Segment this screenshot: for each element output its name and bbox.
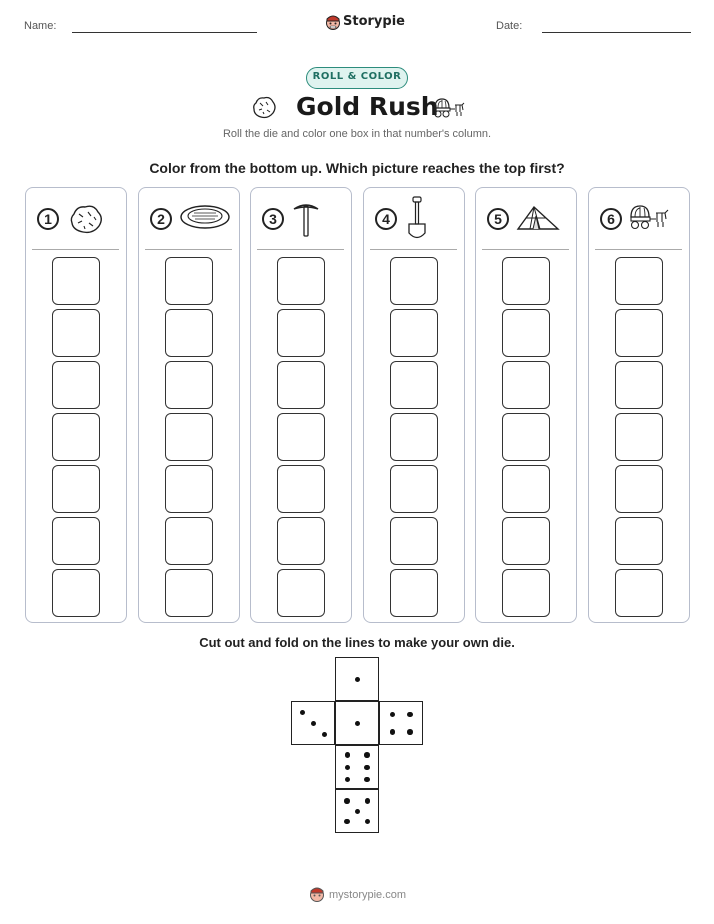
worksheet-title: Gold Rush: [296, 92, 439, 121]
column-number: 3: [262, 208, 284, 230]
die-pip: [365, 819, 371, 825]
die-pip: [407, 729, 413, 735]
die-pip: [364, 752, 370, 758]
die-face-1: [335, 701, 379, 745]
color-box[interactable]: [502, 309, 550, 357]
die-pip: [311, 721, 317, 727]
color-box[interactable]: [502, 413, 550, 461]
color-box[interactable]: [165, 257, 213, 305]
color-box[interactable]: [277, 569, 325, 617]
column-number: 4: [375, 208, 397, 230]
die-pip: [345, 777, 351, 783]
die-pip: [364, 765, 370, 771]
date-label: Date:: [496, 20, 523, 32]
color-box[interactable]: [390, 465, 438, 513]
color-box[interactable]: [615, 257, 663, 305]
die-pip: [322, 732, 328, 738]
color-box[interactable]: [390, 569, 438, 617]
color-box[interactable]: [277, 257, 325, 305]
color-box[interactable]: [615, 465, 663, 513]
die-pip: [344, 798, 350, 804]
die-face-4: [379, 701, 423, 745]
storypie-logo-icon: [325, 13, 341, 31]
color-box[interactable]: [502, 361, 550, 409]
die-pip: [390, 712, 396, 718]
die-face-1: [335, 657, 379, 701]
color-box[interactable]: [390, 517, 438, 565]
die-pip: [390, 729, 396, 735]
subtitle: Roll the die and color one box in that number's column.: [222, 128, 492, 140]
roll-column-3: [250, 187, 352, 623]
color-box[interactable]: [165, 569, 213, 617]
die-face-6: [335, 745, 379, 789]
die-pip: [344, 819, 350, 825]
column-number: 6: [600, 208, 622, 230]
color-box[interactable]: [390, 413, 438, 461]
footer-url[interactable]: mystorypie.com: [329, 889, 407, 901]
color-box[interactable]: [615, 569, 663, 617]
column-number: 1: [37, 208, 59, 230]
color-box[interactable]: [390, 309, 438, 357]
color-box[interactable]: [165, 465, 213, 513]
column-divider: [482, 249, 569, 250]
die-pip: [407, 712, 413, 718]
gold-nugget-icon: [250, 93, 278, 121]
pickaxe-icon: [291, 200, 321, 243]
color-box[interactable]: [52, 413, 100, 461]
color-box[interactable]: [502, 517, 550, 565]
color-box[interactable]: [615, 309, 663, 357]
roll-column-1: [25, 187, 127, 623]
covered-wagon-icon: [629, 202, 669, 235]
column-divider: [32, 249, 119, 250]
name-line[interactable]: [72, 32, 257, 33]
shovel-icon: [404, 196, 430, 247]
die-pip: [355, 721, 361, 727]
die-pip: [355, 809, 361, 815]
tent-icon: [516, 202, 560, 237]
name-label: Name:: [24, 20, 57, 32]
storypie-footer-logo-icon: [309, 885, 325, 903]
color-box[interactable]: [277, 465, 325, 513]
color-box[interactable]: [52, 569, 100, 617]
gold-nugget-icon: [66, 202, 106, 241]
color-box[interactable]: [165, 413, 213, 461]
brand-name: Storypie: [343, 14, 405, 29]
date-line[interactable]: [542, 32, 691, 33]
color-box[interactable]: [390, 257, 438, 305]
roll-column-6: [588, 187, 690, 623]
roll-column-5: [475, 187, 577, 623]
color-box[interactable]: [52, 465, 100, 513]
coloring-instruction: Color from the bottom up. Which picture reaches the top first?: [149, 160, 565, 176]
die-face-3: [291, 701, 335, 745]
color-box[interactable]: [165, 517, 213, 565]
die-pip: [345, 765, 351, 771]
column-divider: [370, 249, 457, 250]
color-box[interactable]: [277, 309, 325, 357]
die-instruction: Cut out and fold on the lines to make your own die.: [199, 635, 515, 650]
color-box[interactable]: [52, 257, 100, 305]
die-pip: [364, 777, 370, 783]
activity-badge: ROLL & COLOR: [306, 67, 408, 89]
color-box[interactable]: [165, 361, 213, 409]
gold-pan-icon: [179, 202, 231, 237]
column-divider: [145, 249, 232, 250]
roll-column-4: [363, 187, 465, 623]
color-box[interactable]: [615, 413, 663, 461]
color-box[interactable]: [277, 517, 325, 565]
column-divider: [257, 249, 344, 250]
color-box[interactable]: [390, 361, 438, 409]
column-number: 5: [487, 208, 509, 230]
color-box[interactable]: [502, 257, 550, 305]
column-divider: [595, 249, 682, 250]
roll-column-2: [138, 187, 240, 623]
color-box[interactable]: [615, 361, 663, 409]
die-pip: [345, 752, 351, 758]
color-box[interactable]: [502, 569, 550, 617]
color-box[interactable]: [615, 517, 663, 565]
die-pip: [365, 798, 371, 804]
die-face-5: [335, 789, 379, 833]
color-box[interactable]: [52, 361, 100, 409]
column-number: 2: [150, 208, 172, 230]
color-box[interactable]: [52, 517, 100, 565]
color-box[interactable]: [502, 465, 550, 513]
color-box[interactable]: [277, 413, 325, 461]
color-box[interactable]: [277, 361, 325, 409]
die-pip: [300, 710, 306, 716]
color-box[interactable]: [52, 309, 100, 357]
die-pip: [355, 677, 361, 683]
covered-wagon-icon: [433, 96, 465, 118]
color-box[interactable]: [165, 309, 213, 357]
